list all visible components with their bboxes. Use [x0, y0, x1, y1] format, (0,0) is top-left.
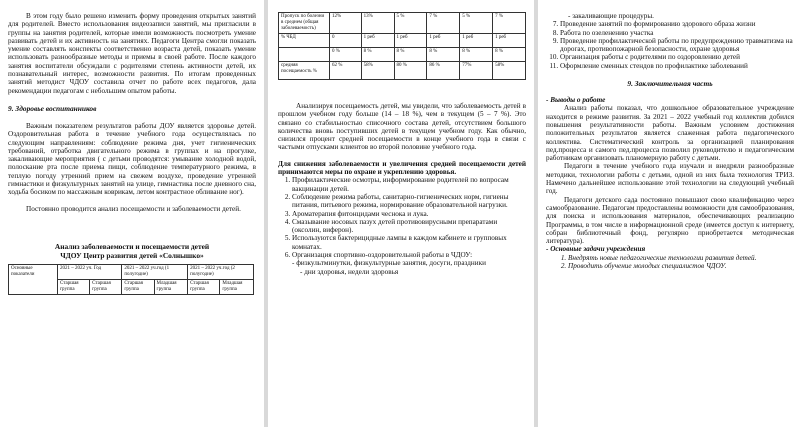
table-cell: 8 % — [361, 48, 394, 62]
table-title-line1: Анализ заболеваемости и посещаемости детей — [54, 241, 210, 251]
table-row-label: % ЧБД — [279, 34, 330, 48]
table-subheader-cell: Старшая группа — [90, 280, 122, 295]
subheading-tasks: - Основные задачи учреждения — [546, 245, 646, 254]
table-cell: 0 — [330, 34, 362, 48]
table-subheader-cell: Старшая группа — [58, 280, 90, 295]
subheading-findings: - Выводы о работе — [546, 96, 606, 105]
paragraph-attendance-conclusion: Анализируя посещаемость детей, мы увидели, что заболеваемость детей в прошлом учебном году больше (14 – 18 %), чем в текущем (5 – 7 %). Это связано со стабильностью списочного состава детей, отсутствием большого количества вновь поступивших детей в текущем учебном году. Как обычно, снизился процент средней посещаемости в конце учебного года в связи с частыми отпусками клиентов во второй половине учебного года. — [278, 102, 526, 152]
table-cell: 12% — [330, 13, 362, 34]
table-row — [279, 34, 526, 48]
table-cell: 1 реб — [427, 34, 460, 48]
table-cell: 58% — [361, 62, 394, 80]
table-cell: 7 % — [427, 13, 460, 34]
table-cell: 1 реб — [394, 34, 427, 48]
table-row — [279, 48, 526, 62]
table-subheader-cell: Младшая группа — [154, 280, 188, 295]
table-cell: 13% — [361, 13, 394, 34]
paragraph-health-work: Важным показателем результатов работы ДОУ является здоровье детей. Оздоровительная работа в течение учебного года осуществлялась по следующим направлениям: соблюдение режима дня, учет гигиенических требований, отработка двигательного режима в группах и на прогулке, закаливающие мероприятия ( с детьми проводятся: умывание холодной водой, полоскание рта после приема пищи, соблюдение температурного режима, в теплую погоду утренний прием на свежем воздухе, проведение утренней гимнастики и физкультурных занятий на улице, гимнастика после дневного сна, ходьба босиком по массажным коврикам, летом контрастное обливание ног). — [8, 121, 256, 197]
table-cell: 62 % — [330, 62, 362, 80]
sub-list-item: - закаливающие процедуры. — [568, 12, 654, 20]
table-row-label — [279, 48, 330, 62]
table-header-cell: 2021 – 2022 уч.год (2 полугодие) — [188, 265, 254, 280]
morbidity-table-body — [278, 12, 526, 80]
table-cell: 1 реб — [460, 34, 493, 48]
sub-list-item: - физкультминутки, физкультурные занятия, досуги, праздники — [292, 259, 486, 268]
list-item: 2. Проводить обучение молодых специалистов ЧДОУ. — [568, 262, 794, 270]
table-cell: 80 % — [394, 62, 427, 80]
table-cell: 8 % — [460, 48, 493, 62]
table-header-cell: 2021 – 2022 уч. Год — [58, 265, 122, 280]
list-item: 6. Организация спортивно-оздоровительной работы в ЧДОУ: — [292, 251, 526, 259]
paragraph-qualification: Педагоги детского сада постоянно повышают свою квалификацию через самообразование. Педагогам предоставлены возможности для самообразования, для поиска и использования материалов, обеспечивающих реализацию Программы, в том числе в информационной среде (имеется доступ к интернету, собран библиотечный фонд, регулярно приобретается методическая литература). — [546, 195, 794, 246]
document-page-right — [538, 0, 800, 427]
document-page-left — [0, 0, 264, 427]
list-item: 11. Оформление сменных стендов по профилактике заболеваний — [560, 62, 794, 70]
list-item: 1. Профилактические осмотры, информирование родителей по вопросам вакцинации детей. — [292, 176, 526, 193]
sub-list-item: - дни здоровья, недели здоровья — [300, 267, 399, 276]
table-cell: 5 % — [460, 13, 493, 34]
list-item: 5. Используются бактерицидные лампы в каждом кабинете и групповых комнатах. — [292, 234, 526, 251]
table-row-label: Пропуск по болезни в среднем (общая заболеваемость) — [279, 13, 330, 34]
section-heading-conclusion: 9. Заключительная часть — [627, 79, 713, 89]
list-item: 4. Смазывание носовых пазух детей противовирусными препаратами (оксолин, виферон). — [292, 218, 526, 235]
table-cell: 77% — [460, 62, 493, 80]
table-subheader-cell: Младшая группа — [220, 280, 254, 295]
list-item: 10. Организация работы с родителями по оздоровлению детей — [560, 53, 794, 61]
section-heading-health: 9. Здоровье воспитанников — [8, 103, 97, 113]
table-cell: 58% — [493, 62, 526, 80]
paragraph-attendance-analysis: Постоянно проводится анализ посещаемости и заболеваемости детей. — [26, 204, 241, 213]
list-item: 1. Внедрять новые педагогические технологии развития детей. — [568, 254, 794, 262]
table-cell: 8 % — [394, 48, 427, 62]
table-row — [279, 13, 526, 34]
list-item: 7. Проведение занятий по формированию здорового образа жизни — [560, 20, 794, 28]
list-item: 8. Работа по озеленению участка — [560, 29, 794, 37]
table-cell: 8 % — [427, 48, 460, 62]
list-item: 9. Проведение профилактической работы по предупреждению травматизма на дорогах, противопожарной безопасности, охране здоровья — [560, 37, 794, 54]
measures-list-continued — [546, 20, 794, 70]
table-subheader-cell: Старшая группа — [188, 280, 220, 295]
table-cell: 5 % — [394, 13, 427, 34]
measures-heading: Для снижения заболеваемости и увеличения средней посещаемости детей принимаются меры по охране и укреплению здоровья. — [278, 159, 526, 177]
measures-list — [278, 176, 526, 259]
morbidity-table-header — [8, 264, 254, 295]
paragraph-open-lessons: В этом году было решено изменить форму проведения открытых занятий для родителей. Вместо использования видеозаписи занятий, мы пригласили в группы на занятия родителей, которые имели возможность посмотреть умение развивать детей и их активность на занятиях. Педагоги Центра смогли показать умение составлять конспекты соответственно возраста детей, показать умение использовать разнообразные методы и приемы в своей работе. После каждого занятия воспитатели обсуждали с родителями степень активности детей, их познавательный интерес, возможности развития. По итогам проведенных занятий методист ЧДОУ составила отчет по работе всех педагогов, дала рекомендации педагогам с небольшим опытом работы. — [8, 12, 256, 95]
table-subheader-cell: Старшая группа — [122, 280, 154, 295]
table-cell: 7 % — [493, 13, 526, 34]
table-cell: 0 % — [330, 48, 362, 62]
table-row — [279, 62, 526, 80]
table-cell: 8 % — [493, 48, 526, 62]
table-header-cell: Основные показатели — [9, 265, 58, 295]
table-cell: 1 реб — [493, 34, 526, 48]
list-item: 3. Ароматерапия фитонцидами чеснока и лука. — [292, 210, 526, 218]
table-row-label: средняя посещаемость % — [279, 62, 330, 80]
table-cell: 1 реб — [361, 34, 394, 48]
tasks-list — [546, 254, 794, 271]
paragraph-findings: Анализ работы показал, что дошкольное образовательное учреждение находится в режиме развития. За 2021 – 2022 учебный год коллектив добился повышения результативности работы. Важным условием достижения положительных результатов является слаженная работа педагогического коллектива. Систематический контроль за организацией планирования пед.процесса и самого пед.процесса позволил руководителю и педагогическим работникам организовать планомерную работу с детьми. — [546, 104, 794, 163]
paragraph-methods: Педагоги в течение учебного года изучали и внедряли разнообразные методики, технологии работы с детьми, одной из них была технология ТРИЗ. Намечено дальнейшее использование этой технологии на следующий учебный год. — [546, 162, 794, 196]
document-page-middle — [268, 0, 534, 427]
table-cell: 86 % — [427, 62, 460, 80]
table-header-cell: 2021 – 2022 уч.год (1 полугодие) — [122, 265, 188, 280]
list-item: 2. Соблюдение режима работы, санитарно-гигиенических норм, гигиены питания, питьевого режима, нормирование образовательной нагрузки. — [292, 193, 526, 210]
table-title-line2: ЧДОУ Центр развития детей «Солнышко» — [60, 250, 204, 260]
